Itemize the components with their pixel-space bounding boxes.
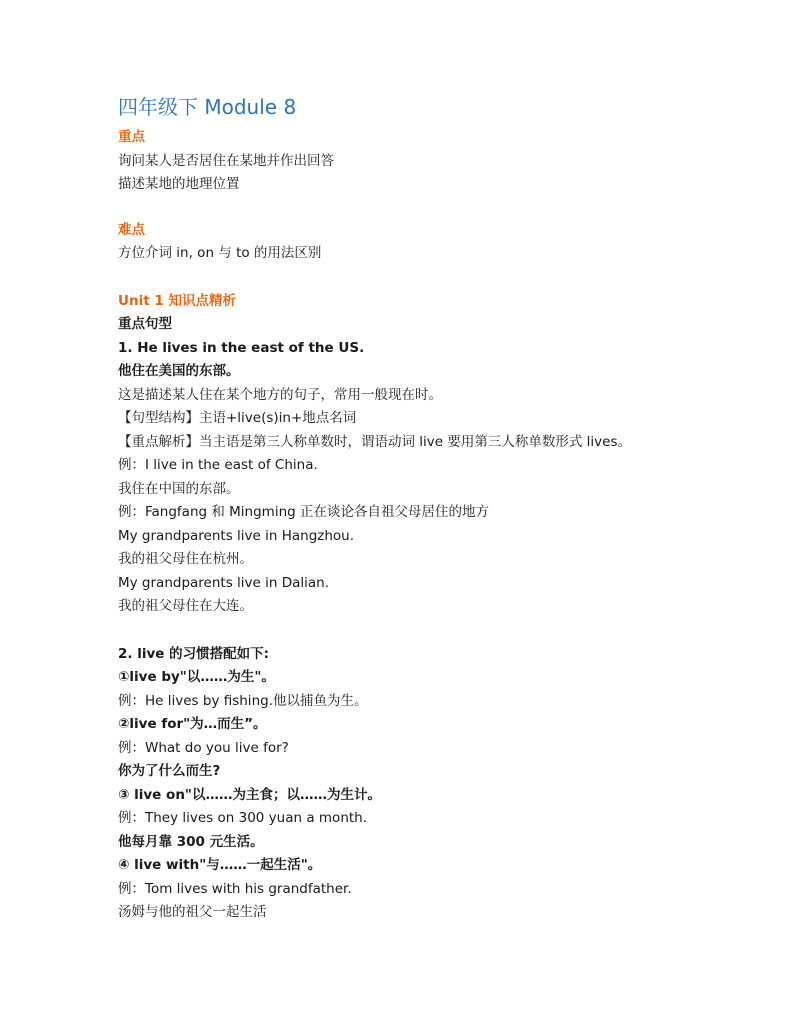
point1-line: My grandparents live in Dalian. [118, 574, 329, 591]
point1-line: 【重点解析】当主语是第三人称单数时，谓语动词 live 要用第三人称单数形式 lives。 [118, 433, 631, 450]
collocation-translation: 汤姆与他的祖父一起生活 [118, 904, 267, 920]
point1-line: My grandparents live in Hangzhou. [118, 527, 355, 544]
point1-line: 我的祖父母住在大连。 [118, 598, 253, 614]
collocation-title: ①live by"以……为生"。 [118, 669, 275, 685]
unit1-heading: Unit 1 知识点精析 [118, 292, 236, 309]
collocation-example: 例：They lives on 300 yuan a month. [118, 810, 368, 826]
collocation-example: 例：What do you live for? [118, 739, 289, 756]
key-point-item: 描述某地的地理位置 [118, 176, 240, 192]
unit1-subheading: 重点句型 [118, 316, 172, 332]
point2-heading: 2. live 的习惯搭配如下: [118, 645, 270, 662]
key-point-item: 询问某人是否居住在某地并作出回答 [118, 152, 334, 169]
collocation-example: 例：He lives by fishing.他以捕鱼为生。 [118, 692, 368, 709]
page-title: 四年级下 Module 8 [118, 95, 297, 119]
point1-line: 例：Fangfang 和 Mingming 正在谈论各自祖父母居住的地方 [118, 504, 489, 520]
collocation-title: ④ live with"与……一起生活"。 [118, 857, 322, 873]
point1-translation: 他住在美国的东部。 [118, 363, 240, 379]
collocation-translation: 他每月靠 300 元生活。 [118, 833, 264, 850]
key-points-heading: 重点 [118, 129, 145, 145]
point1-line: 这是描述某人住在某个地方的句子，常用一般现在时。 [118, 386, 442, 403]
point1-line: 我的祖父母住在杭州。 [118, 551, 253, 567]
collocation-example: 例：Tom lives with his grandfather. [118, 880, 352, 897]
point1-line: 我住在中国的东部。 [118, 480, 240, 497]
difficulty-item: 方位介词 in, on 与 to 的用法区别 [118, 245, 322, 261]
collocation-title: ③ live on"以……为主食；以……为生计。 [118, 786, 381, 803]
point1-line: 【句型结构】主语+live(s)in+地点名词 [118, 410, 357, 426]
document-page [118, 92, 758, 925]
point1-sentence: 1. He lives in the east of the US. [118, 339, 365, 356]
collocation-translation: 你为了什么而生? [118, 763, 221, 779]
difficulties-heading: 难点 [118, 221, 145, 238]
point1-line: 例：I live in the east of China. [118, 457, 318, 473]
collocation-title: ②live for"为…而生”。 [118, 716, 267, 732]
